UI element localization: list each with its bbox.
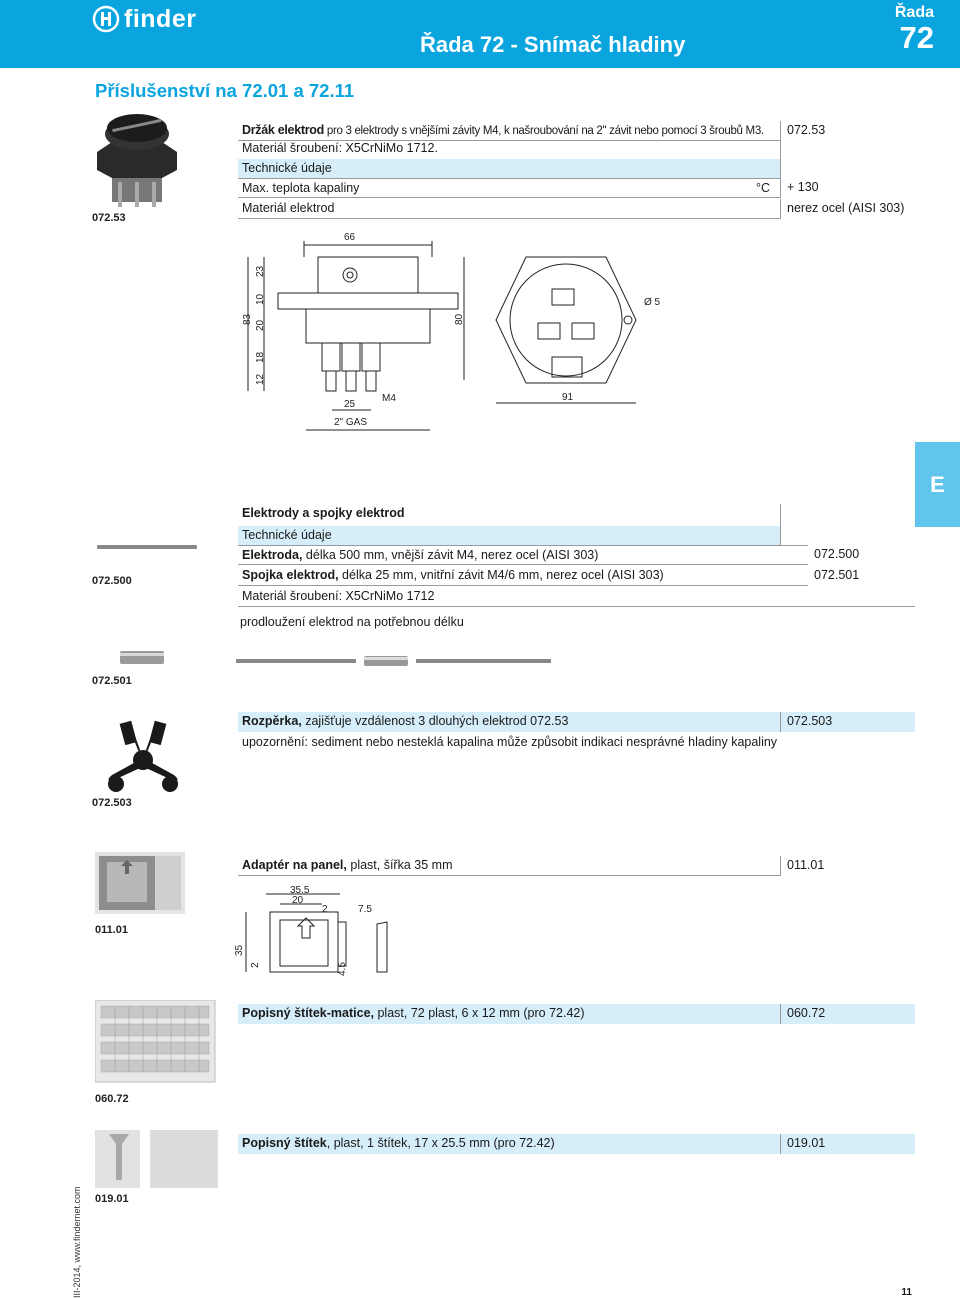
page-number: 11 (901, 1287, 912, 1298)
dim-2-top: 2 (322, 904, 328, 915)
holder-temp-row (238, 178, 780, 198)
single-tag-code: 019.01 (780, 1134, 915, 1154)
electrodes-material-row: Materiál šroubení: X5CrNiMo 1712 (238, 587, 915, 607)
spacer-photo (102, 720, 184, 795)
single-tag-row (238, 1134, 780, 1154)
single-tag-name: Popisný štítek (242, 1136, 327, 1150)
extension-note: prodloužení elektrod na potřebnou délku (240, 615, 464, 629)
dim-4-5: 4.5 (337, 962, 348, 976)
dim-91: 91 (562, 392, 574, 403)
dim-25: 25 (344, 399, 356, 410)
product-code-072-503: 072.503 (92, 797, 132, 809)
tag-matrix-code: 060.72 (780, 1004, 915, 1024)
electrode-name: Elektroda, (242, 548, 303, 562)
adapter-name: Adaptér na panel, (242, 858, 347, 872)
product-code-072-501: 072.501 (92, 675, 132, 687)
dim-diameter-5: Ø 5 (644, 297, 661, 308)
holder-empty-cell-2 (780, 159, 915, 179)
holder-tech-header: Technické údaje (238, 159, 780, 179)
adapter-code: 011.01 (780, 856, 915, 876)
tag-matrix-row (238, 1004, 780, 1024)
electrode-row (238, 545, 808, 565)
dim-20: 20 (255, 319, 266, 331)
brand-name: finder (124, 4, 197, 33)
coupler-code: 072.501 (814, 568, 860, 582)
product-code-072-500: 072.500 (92, 575, 132, 587)
tag-matrix-name: Popisný štítek-matice, (242, 1006, 374, 1020)
single-tag-description: , plast, 1 štítek, 17 x 25.5 mm (pro 72.42) (326, 1136, 555, 1150)
tag-matrix-photo (95, 1000, 230, 1090)
electrode-rod-photo (97, 543, 197, 551)
holder-name: Držák elektrod (242, 123, 324, 137)
adapter-technical-drawing (232, 882, 402, 978)
adapter-row (238, 856, 780, 876)
spacer-name: Rozpěrka, (242, 714, 302, 728)
product-code-060-72: 060.72 (95, 1093, 129, 1105)
dim-20-adapter: 20 (292, 895, 304, 906)
dim-23: 23 (255, 265, 266, 277)
tag-matrix-description: plast, 72 plast, 6 x 12 mm (pro 72.42) (374, 1006, 585, 1020)
electrode-holder-photo (92, 112, 182, 207)
temp-label: Max. teplota kapaliny (242, 181, 360, 195)
spacer-row (238, 712, 780, 732)
spacer-warning: upozornění: sediment nebo nesteklá kapalina může způsobit indikaci nesprávné hladiny kapaliny (242, 735, 778, 749)
dim-7-5: 7.5 (358, 904, 372, 915)
page-title: Řada 72 - Snímač hladiny (420, 32, 686, 57)
product-code-019-01: 019.01 (95, 1193, 129, 1205)
dim-2-side: 2 (250, 962, 261, 968)
finder-logo (92, 5, 196, 33)
dim-12: 12 (255, 373, 266, 385)
dim-m4: M4 (382, 393, 396, 404)
electrode-material-value: nerez ocel (AISI 303) (780, 199, 915, 219)
electrodes-title: Elektrody a spojky elektrod (242, 506, 405, 520)
dim-35-5: 35.5 (290, 885, 310, 896)
dim-80: 80 (454, 313, 465, 325)
temp-value: + 130 (780, 178, 915, 198)
panel-adapter-photo (95, 852, 185, 914)
electrode-code: 072.500 (814, 547, 860, 561)
electrodes-empty-cell (780, 504, 915, 526)
holder-description-row (238, 121, 780, 141)
dim-83: 83 (242, 313, 253, 325)
product-code-011-01: 011.01 (95, 924, 129, 936)
finder-logo-icon (92, 5, 120, 33)
spacer-description: zajišťuje vzdálenost 3 dlouhých elektrod 072.53 (301, 714, 569, 728)
electrode-material-label: Materiál elektrod (238, 199, 780, 219)
dim-66: 66 (344, 232, 356, 243)
dim-35-adapter: 35 (234, 944, 245, 956)
electrode-extension-illustration (236, 654, 551, 668)
spacer-code: 072.503 (780, 712, 915, 732)
single-tag-photo (95, 1130, 220, 1190)
product-code-072-53: 072.53 (92, 212, 126, 224)
dim-10: 10 (255, 293, 266, 305)
series-label: Řada (894, 4, 934, 21)
holder-technical-drawing (236, 225, 666, 435)
holder-code-cell: 072.53 (780, 121, 915, 141)
holder-material-row: Materiál šroubení: X5CrNiMo 1712. (242, 141, 438, 155)
dim-18: 18 (255, 351, 266, 363)
coupler-photo (118, 648, 168, 668)
holder-description: pro 3 elektrody s vnějšími závity M4, k našroubování na 2" závit nebo pomocí 3 šroubů M3. (323, 125, 764, 137)
section-tab: E (915, 442, 960, 527)
section-title: Příslušenství na 72.01 a 72.11 (95, 80, 355, 101)
series-number: 72 (899, 20, 934, 55)
adapter-description: plast, šířka 35 mm (346, 858, 453, 872)
holder-empty-cell (780, 139, 915, 159)
coupler-row (238, 566, 808, 586)
electrodes-tech-header: Technické údaje (238, 526, 780, 546)
footer-edition: III-2014, www.findernet.com (72, 1186, 82, 1298)
dim-gas: 2" GAS (334, 417, 368, 428)
coupler-description: délka 25 mm, vnitřní závit M4/6 mm, nerez ocel (AISI 303) (338, 568, 664, 582)
electrode-description: délka 500 mm, vnější závit M4, nerez ocel (AISI 303) (302, 548, 599, 562)
coupler-name: Spojka elektrod, (242, 568, 339, 582)
temp-unit: °C (755, 181, 770, 195)
electrodes-empty-cell-2 (780, 526, 915, 546)
